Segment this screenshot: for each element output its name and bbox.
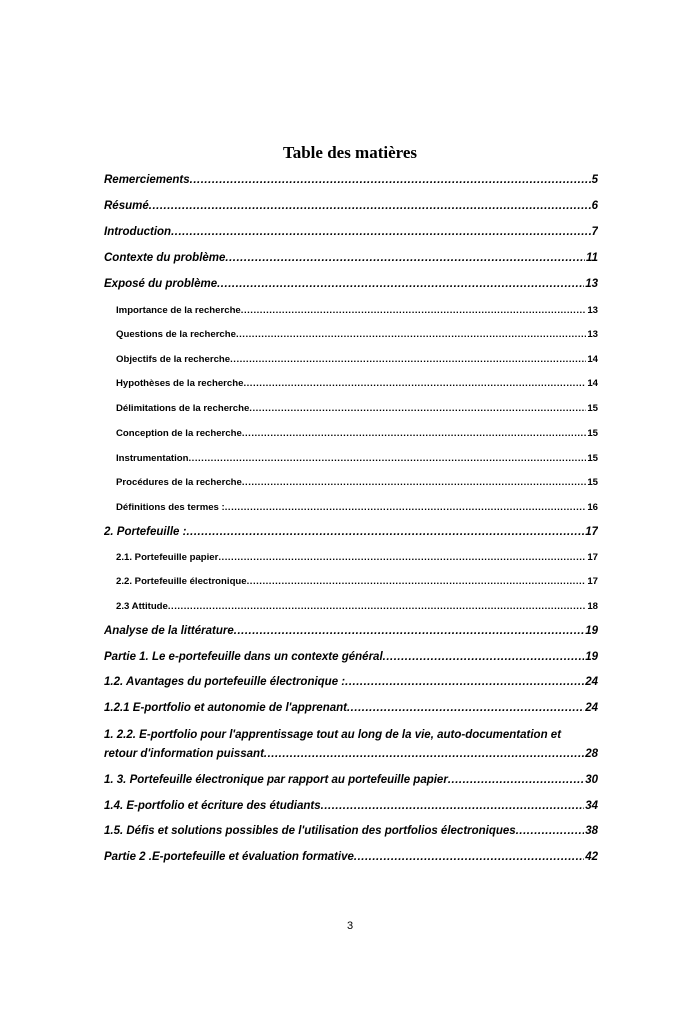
toc-entry-page: 30 [585,774,598,786]
dot-leader [168,601,586,612]
toc-entry-line1[interactable]: 1. 2.2. E-portfolio pour l'apprentissage tout au long de la vie, auto-documentation et [104,729,562,741]
toc-entry[interactable] [104,825,598,837]
dot-leader [247,576,587,587]
toc-entry[interactable] [104,174,598,186]
toc-entry-label: 1.2. Avantages du portefeuille électronique : [104,676,346,688]
dot-leader [242,428,587,439]
toc-entry-page: 15 [587,403,598,414]
toc-entry-page: 42 [585,851,598,863]
toc-entry-page: 16 [587,502,598,513]
toc-entry-page: 17 [587,576,598,587]
toc-entry-page: 15 [587,428,598,439]
toc-entry-page: 19 [585,625,598,637]
toc-subentry[interactable] [116,329,598,340]
dot-leader [448,774,584,786]
dot-leader [217,278,584,290]
toc-entry-page: 6 [591,200,598,212]
toc-entry-page: 15 [587,477,598,488]
toc-entry[interactable] [104,526,598,538]
toc-entry-label: Contexte du problème [104,252,226,264]
toc-subentry[interactable] [116,552,598,563]
dot-leader [241,305,587,316]
toc-entry-label: 1. 3. Portefeuille électronique par rapport au portefeuille papier [104,774,448,786]
toc-entry-page: 7 [591,226,598,238]
toc-entry-label: Partie 2 .E-portefeuille et évaluation formative [104,851,354,863]
dot-leader [230,354,586,365]
dot-leader [354,851,584,863]
dot-leader [186,526,584,538]
dot-leader [516,825,584,837]
toc-entry-page: 5 [591,174,598,186]
dot-leader [321,800,585,812]
dot-leader [345,676,584,688]
toc-entry-label: Instrumentation [116,453,189,464]
dot-leader [149,200,591,212]
toc-entry-label: retour d'information puissant [104,748,264,760]
toc-subentry[interactable] [116,428,598,439]
toc-entry[interactable] [104,252,598,264]
toc-subentry[interactable] [116,403,598,414]
toc-entry-label: Hypothèses de la recherche [116,378,244,389]
dot-leader [236,329,586,340]
dot-leader [243,378,586,389]
dot-leader [190,174,591,186]
toc-entry[interactable] [104,800,598,812]
toc-entry-label: 2.2. Portefeuille électronique [116,576,247,587]
toc-entry[interactable] [104,226,598,238]
toc-entry-label: Résumé [104,200,149,212]
toc-subentry[interactable] [116,354,598,365]
toc-entry[interactable] [104,851,598,863]
toc-entry-page: 13 [585,278,598,290]
toc-entry-page: 24 [585,702,598,714]
toc-entry[interactable] [104,200,598,212]
toc-entry-label: 1.4. E-portfolio et écriture des étudiants [104,800,321,812]
toc-entry-label: 2. Portefeuille : [104,526,187,538]
toc-entry[interactable] [104,702,598,714]
toc-entry-page: 17 [585,526,598,538]
toc-entry-label: Conception de la recherche [116,428,242,439]
toc-subentry[interactable] [116,378,598,389]
dot-leader [225,502,587,513]
toc-entry-page: 15 [587,453,598,464]
dot-leader [234,625,584,637]
toc-entry[interactable] [104,774,598,786]
toc-entry-page: 17 [587,552,598,563]
toc-subentry[interactable] [116,477,598,488]
toc-entry-page: 13 [587,305,598,316]
toc-entry[interactable] [104,748,598,760]
toc-entry-page: 38 [585,825,598,837]
toc-entry-page: 18 [587,601,598,612]
toc-entry-label: Analyse de la littérature [104,625,234,637]
toc-subentry[interactable] [116,576,598,587]
dot-leader [225,252,585,264]
toc-entry-page: 14 [587,378,598,389]
dot-leader [249,403,586,414]
dot-leader [347,702,584,714]
dot-leader [242,477,586,488]
toc-subentry[interactable] [116,453,598,464]
toc-entry-label: 2.3 Attitude [116,601,168,612]
page-title: Table des matières [282,143,418,162]
dot-leader [189,453,587,464]
toc-entry-label: Procédures de la recherche [116,477,242,488]
toc-entry[interactable] [104,651,598,663]
toc-entry-label: Partie 1. Le e-portefeuille dans un contexte général [104,651,383,663]
toc-entry-label: Questions de la recherche [116,329,236,340]
toc-entry-page: 19 [585,651,598,663]
toc-entry-label: Remerciements [104,174,190,186]
toc-subentry[interactable] [116,502,598,513]
toc-subentry[interactable] [116,601,598,612]
page-number: 3 [346,920,354,932]
toc-entry-page: 34 [585,800,598,812]
toc-entry-label: Exposé du problème [104,278,218,290]
toc-entry-page: 14 [587,354,598,365]
dot-leader [171,226,591,238]
toc-entry-label: Introduction [104,226,172,238]
toc-entry-label: 2.1. Portefeuille papier [116,552,219,563]
dot-leader [383,651,585,663]
toc-entry-label: Délimitations de la recherche [116,403,250,414]
toc-entry-page: 11 [586,252,598,264]
toc-entry-label: Objectifs de la recherche [116,354,231,365]
dot-leader [218,552,586,563]
toc-entry-label: 1.5. Défis et solutions possibles de l'utilisation des portfolios électroniques [104,825,516,837]
toc-entry-page: 28 [585,748,598,760]
toc-subentry[interactable] [116,305,598,316]
toc-entry-label: Définitions des termes : [116,502,225,513]
toc-entry-label: 1.2.1 E-portfolio et autonomie de l'apprenant [104,702,347,714]
toc-entry-label: Importance de la recherche [116,305,241,316]
toc-entry[interactable] [104,278,598,290]
dot-leader [264,748,584,760]
toc-entry[interactable] [104,676,598,688]
toc-entry-page: 13 [587,329,598,340]
toc-entry[interactable] [104,625,598,637]
toc-entry-page: 24 [585,676,598,688]
